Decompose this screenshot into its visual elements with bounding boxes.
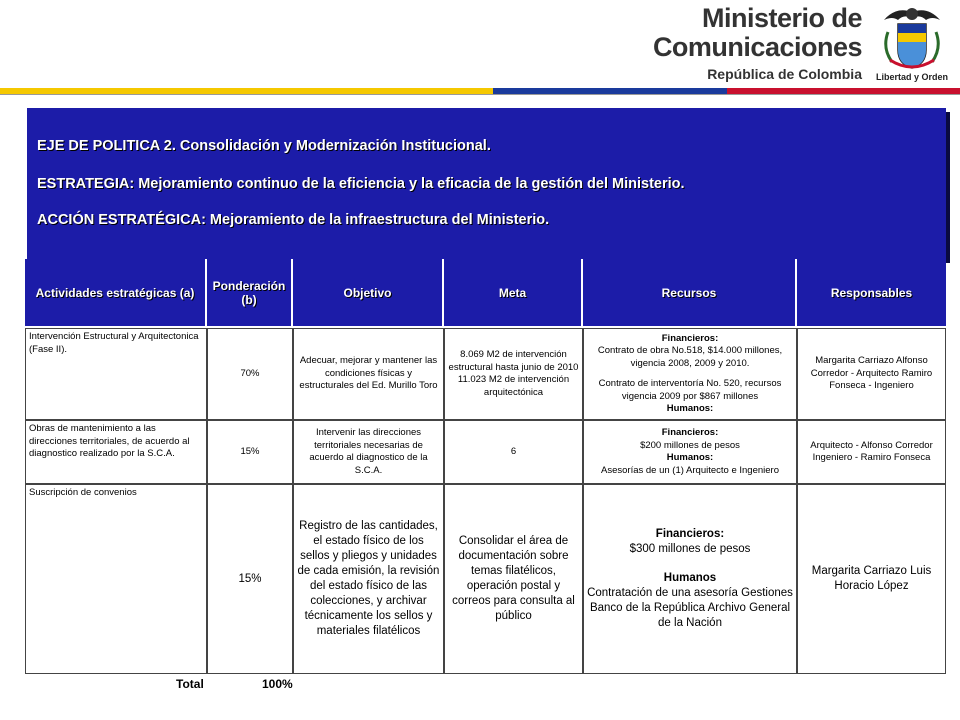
- row3-rec-fin: $300 millones de pesos: [629, 543, 751, 555]
- header-actividades: Actividades estratégicas (a): [25, 259, 207, 326]
- total-value: 100%: [262, 677, 293, 691]
- row2-responsables: Arquitecto - Alfonso Corredor Ingeniero - Ramiro Fonseca: [797, 420, 946, 484]
- title-box: [27, 108, 946, 259]
- coat-caption: Libertad y Orden: [876, 72, 949, 82]
- title-eje: EJE DE POLITICA 2. Consolidación y Modernización Institucional.: [37, 138, 491, 154]
- row2-rec-fin: $200 millones de pesos: [640, 439, 740, 451]
- total-label: Total: [176, 677, 204, 691]
- row3-rec-hum: Contratación de una asesoría Gestiones Banco de la República Archivo General de la Nación: [587, 587, 793, 629]
- row1-meta: 8.069 M2 de intervención estructural hasta junio de 2010 11.023 M2 de intervención arquitectónica: [444, 328, 583, 420]
- row1-actividad: Intervención Estructural y Arquitectonica (Fase II).: [25, 328, 207, 420]
- row2-actividad: Obras de mantenimiento a las direcciones territoriales, de acuerdo al diagnostico realizado por la S.C.A.: [25, 420, 207, 484]
- row3-responsables: Margarita Carriazo Luis Horacio López: [797, 484, 946, 674]
- row3-meta: Consolidar el área de documentación sobre temas filatélicos, operación postal y correos para consulta al público: [444, 484, 583, 674]
- title-estrategia: ESTRATEGIA: Mejoramiento continuo de la eficiencia y la eficacia de la gestión del Ministerio.: [37, 176, 685, 192]
- row1-rec-fin-label: Financieros:: [661, 332, 719, 344]
- ministry-logo-text: [653, 4, 862, 84]
- row1-ponderacion: 70%: [207, 328, 293, 420]
- header-ponderacion: Ponderación (b): [207, 259, 293, 326]
- row1-responsables: Margarita Carriazo Alfonso Corredor - Arquitecto Ramiro Fonseca - Ingeniero: [797, 328, 946, 420]
- row2-rec-fin-label: Financieros:: [661, 427, 719, 438]
- title-accion: ACCIÓN ESTRATÉGICA: Mejoramiento de la infraestructura del Ministerio.: [37, 212, 550, 228]
- row3-ponderacion: 15%: [207, 484, 293, 674]
- coat-of-arms-icon: [876, 2, 948, 82]
- header-meta: Meta: [444, 259, 583, 326]
- ministry-line2: Comunicaciones: [652, 32, 862, 62]
- row1-recursos: [583, 328, 797, 420]
- row2-ponderacion: 15%: [207, 420, 293, 484]
- row2-objetivo: Intervenir las direcciones territoriales necesarias de acuerdo al diagnostico de la S.C.A.: [293, 420, 444, 484]
- row1-rec-fin: Contrato de obra No.518, $14.000 millones, vigencia 2008, 2009 y 2010.: [597, 345, 783, 369]
- row3-rec-hum-label: Humanos: [663, 572, 717, 584]
- row2-rec-hum: Asesorías de un (1) Arquitecto e Ingeniero: [601, 464, 779, 476]
- row3-recursos: [583, 484, 797, 674]
- ministry-line1: Ministerio de: [701, 3, 862, 33]
- activities-table: [25, 259, 946, 674]
- ministry-line3: República de Colombia: [707, 66, 862, 82]
- row1-rec-hum-label: Humanos:: [666, 403, 714, 414]
- header-objetivo: Objetivo: [293, 259, 444, 326]
- row1-rec-fin2: Contrato de interventoría No. 520, recursos vigencia 2009 por $867 millones: [598, 378, 782, 402]
- row3-actividad: Suscripción de convenios: [25, 484, 207, 674]
- row3-objetivo: Registro de las cantidades, el estado físico de los sellos y pliegos y unidades de cada emisión, la revisión del estado físico de las colecciones, y archivar técnicamente los sellos y materiales filatélicos: [293, 484, 444, 674]
- row2-rec-hum-label: Humanos:: [666, 452, 714, 463]
- header-responsables: Responsables: [797, 259, 946, 326]
- header-recursos: Recursos: [583, 259, 797, 326]
- row3-rec-fin-label: Financieros:: [655, 528, 725, 540]
- row1-objetivo: Adecuar, mejorar y mantener las condiciones físicas y estructurales del Ed. Murillo Toro: [293, 328, 444, 420]
- band-divider: [0, 94, 960, 95]
- row2-meta: 6: [444, 420, 583, 484]
- row2-recursos: [583, 420, 797, 484]
